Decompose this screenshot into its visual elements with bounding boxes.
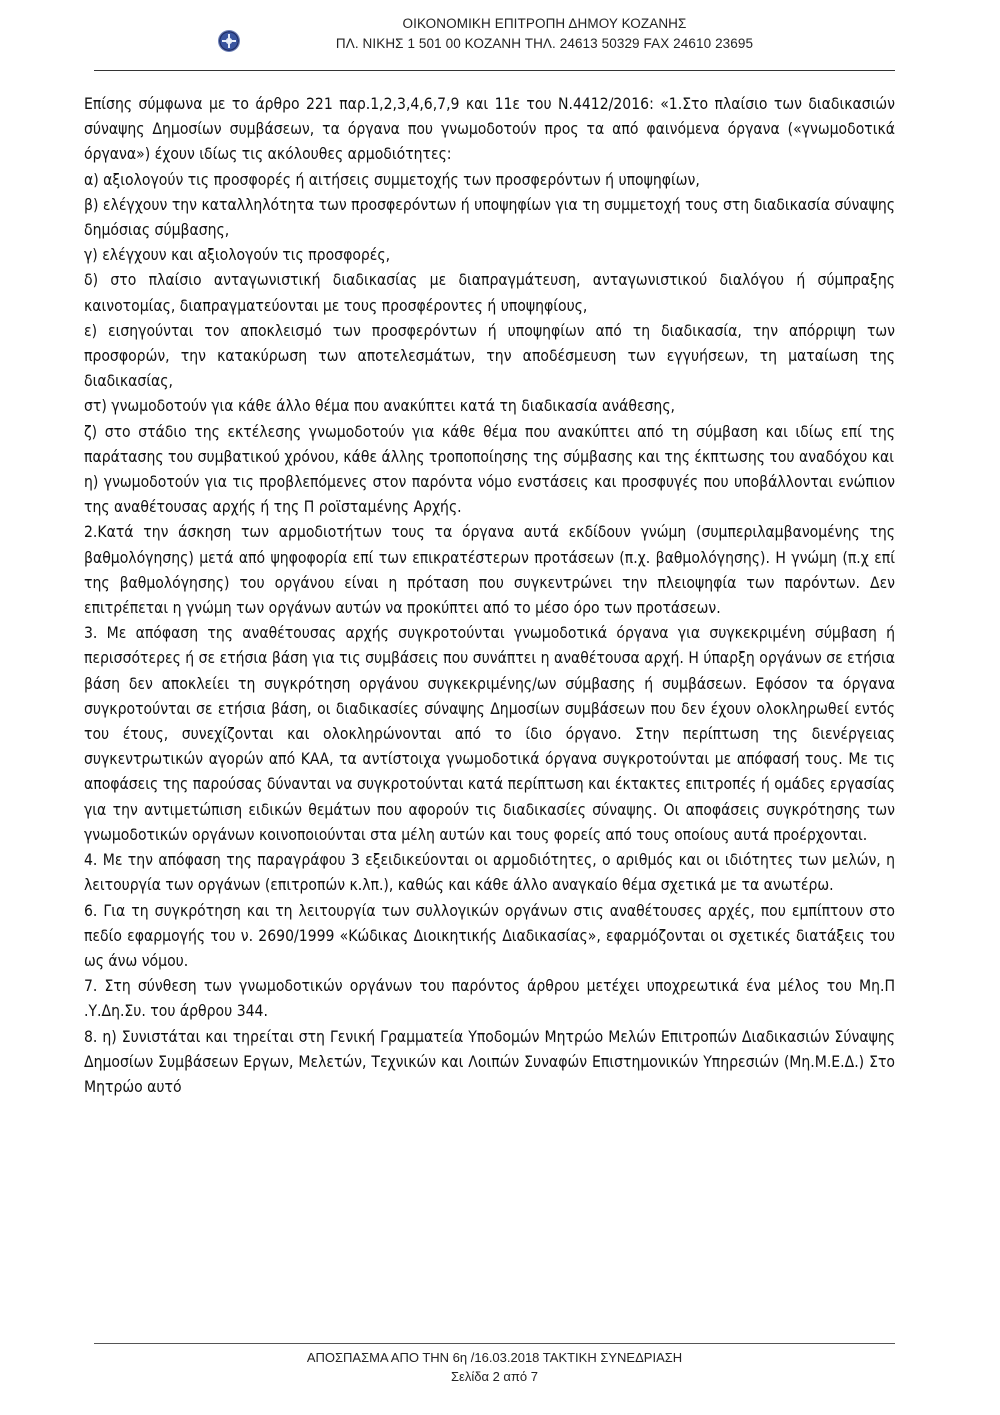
list-item-c: γ) ελέγχουν και αξιολογούν τις προσφορές,	[84, 246, 391, 265]
list-item-a: α) αξιολογούν τις προσφορές ή αιτήσεις συμμετοχής των προσφερόντων ή υποψηφίων,	[84, 170, 700, 189]
paragraph-8: 8. η) Συνιστάται και τηρείται στη Γενική Γραμματεία Υποδομών Μητρώο Μελών Επιτροπών Διαδικασιών Σύναψης Δημοσίων Συμβάσεων Εργων, Μελετών, Τεχνικών και Λοιπών Συναφών Επιστημονικών Υπηρεσιών (Μη.Μ.Ε.Δ.) Στο Μητρώο αυτό	[84, 1027, 895, 1096]
header-contact-details: ΠΛ. ΝΙΚΗΣ 1 501 00 ΚΟΖΑΝΗ ΤΗΛ. 24613 50329 FAX 24610 23695	[335, 36, 754, 51]
page-number: Σελίδα 2 από 7	[451, 1369, 538, 1384]
list-item-d: δ) στο πλαίσιο ανταγωνιστική διαδικασίας με διαπραγμάτευση, ανταγωνιστικού διαλόγου ή σύμπραξης καινοτομίας, διαπραγματεύονται με τους προσφέροντες ή υποψηφίους,	[84, 271, 895, 315]
paragraph-intro: Επίσης σύμφωνα με το άρθρο 221 παρ.1,2,3,4,6,7,9 και 11ε του Ν.4412/2016: «1.Στο πλαίσιο των διαδικασιών σύναψης Δημοσίων συμβάσεων, τα όργανα που γνωμοδοτούν προς τα από φαινόμενα όργανα («γνωμοδοτικά όργανα») έχουν ιδίως τις ακόλουθες αρμοδιότητες:	[84, 95, 895, 164]
list-item-h: η) γνωμοδοτούν για τις προβλεπόμενες στον παρόντα νόμο ενστάσεις και προσφυγές που υποβάλλονται ενώπιον της αναθέτουσας αρχής ή της Π ροϊσταμένης Αρχής.	[84, 473, 895, 517]
paragraph-3: 3. Με απόφαση της αναθέτουσας αρχής συγκροτούνται γνωμοδοτικά όργανα για συγκεκριμένη σύμβαση ή περισσότερες ή σε ετήσια βάση για τις συμβάσεις που συνάπτει η αναθέτουσα αρχή. Η ύπαρξη οργάνων σε ετήσια βάση δεν αποκλείει τη συγκρότηση οργάνου συγκεκριμένης/ων σύμβασης ή συμβάσεων. Εφόσον τα όργανα συγκροτούνται σε ετήσια βάση, οι διαδικασίες σύναψης Δημοσίων συμβάσεων που δεν έχουν ολοκληρωθεί εντός του έτους, συνεχίζονται και ολοκληρώνονται από το ίδιο όργανο. Στην περίπτωση της διενέργειας συγκεντρωτικών αγορών από ΚΑΑ, τα αντίστοιχα γνωμοδοτικά όργανα συγκροτούνται με απόφασή τους. Με τις αποφάσεις της παρούσας δύνανται να συγκροτούνται κατά περίπτωση και έκτακτες επιτροπές ή ομάδες εργασίας για την αντιμετώπιση ειδικών θεμάτων που αφορούν τις διαδικασίες σύναψης. Οι αποφάσεις συγκρότησης των γνωμοδοτικών οργάνων κοινοποιούνται στα μέλη αυτών και τους φορείς από τους οποίους αυτά προέρχονται.	[84, 624, 895, 844]
list-item-z: ζ) στο στάδιο της εκτέλεσης γνωμοδοτούν για κάθε θέμα που ανακύπτει από τη σύμβαση και ιδίως επί της παράτασης του συμβατικού χρόνου, κάθε άλλης τροποποίησης της σύμβασης και της έκπτωσης του αναδόχου και	[84, 422, 895, 466]
list-item-e: ε) εισηγούνται τον αποκλεισμό των προσφερόντων ή υποψηφίων από τη διαδικασία, την απόρριψη των προσφορών, την κατακύρωση των αποτελεσμάτων, την αποδέσμευση των εγγυήσεων, τη ματαίωση της διαδικασίας,	[84, 321, 895, 391]
paragraph-6: 6. Για τη συγκρότηση και τη λειτουργία των συλλογικών οργάνων στις αναθέτουσες αρχές, που εμπίπτουν στο πεδίο εφαρμογής του ν. 2690/1999 «Κώδικας Διοικητικής Διαδικασίας», εφαρμόζονται οι σχετικές διατάξεις του ως άνω νόμου.	[84, 901, 895, 970]
paragraph-4: 4. Με την απόφαση της παραγράφου 3 εξειδικεύονται οι αρμοδιότητες, ο αριθμός και οι ιδιότητες των μελών, η λειτουργία των οργάνων (επιτροπών κ.λπ.), καθώς και κάθε άλλο αναγκαίο θέμα σχετικά με τα ανωτέρω.	[84, 851, 895, 895]
header-organization-name: ΟΙΚΟΝΟΜΙΚΗ ΕΠΙΤΡΟΠΗ ΔΗΜΟΥ ΚΟΖΑΝΗΣ	[402, 16, 687, 31]
paragraph-7: 7. Στη σύνθεση των γνωμοδοτικών οργάνων του παρόντος άρθρου μετέχει υποχρεωτικά ένα μέλος του Μη.Π .Υ.Δη.Συ. του άρθρου 344.	[84, 977, 895, 1021]
page-footer	[94, 1343, 895, 1394]
page-header	[94, 14, 895, 71]
footer-session-info: ΑΠΟΣΠΑΣΜΑ ΑΠΟ ΤΗΝ 6η /16.03.2018 ΤΑΚΤΙΚΗ ΣΥΝΕΔΡΙΑΣΗ	[306, 1350, 683, 1365]
paragraph-2: 2.Κατά την άσκηση των αρμοδιοτήτων τους τα όργανα αυτά εκδίδουν γνώμη (συμπεριλαμβανομένης της βαθμολόγησης) μετά από ψηφοφορία επί των επικρατέστερων προτάσεων (π.χ. βαθμολόγησης). Η γνώμη (π.χ επί της βαθμολόγησης) του οργάνου είναι η πρόταση που συγκεντρώνει την πλειοψηφία των παρόντων. Δεν επιτρέπεται η γνώμη των οργάνων αυτών να προκύπτει από το μέσο όρο των προτάσεων.	[84, 523, 895, 618]
list-item-b: β) ελέγχουν την καταλληλότητα των προσφερόντων ή υποψηφίων για τη συμμετοχή τους στη διαδικασία σύναψης δημόσιας σύμβασης,	[84, 195, 895, 240]
list-item-st: στ) γνωμοδοτούν για κάθε άλλο θέμα που ανακύπτει κατά τη διαδικασία ανάθεσης,	[84, 397, 676, 416]
document-body	[84, 92, 895, 1100]
